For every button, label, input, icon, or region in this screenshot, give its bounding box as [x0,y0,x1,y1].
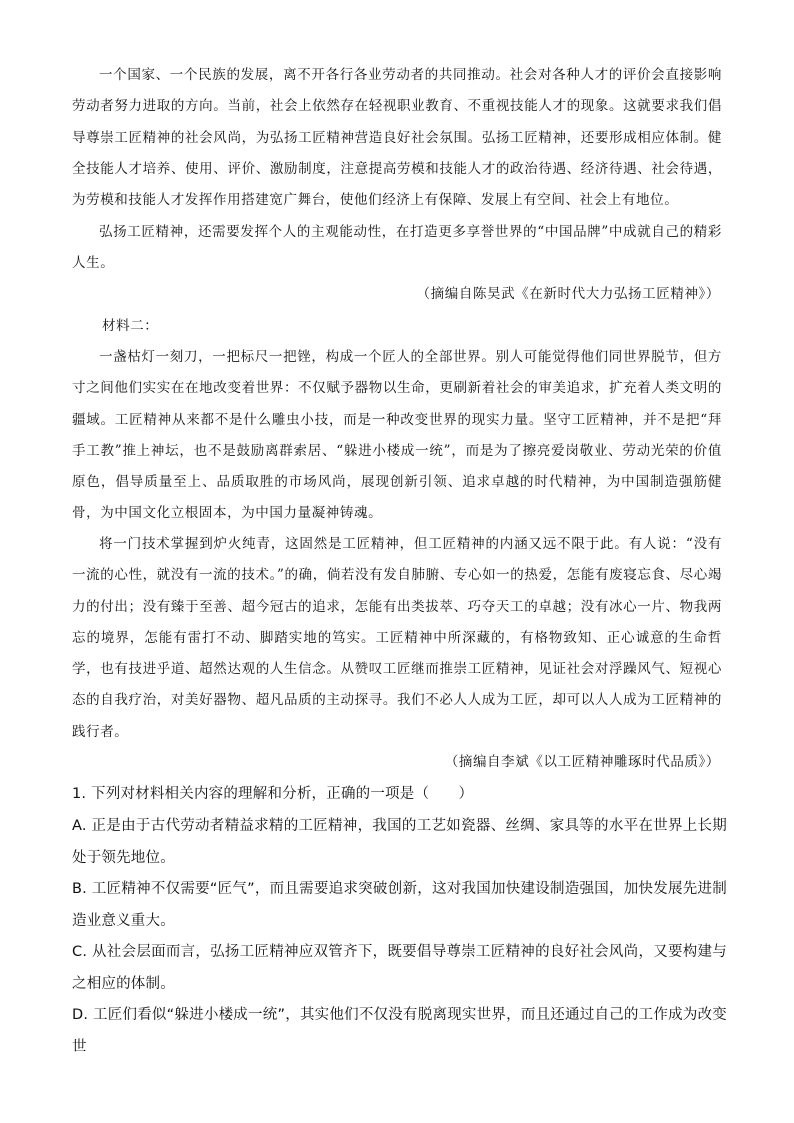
question-stem: 1. 下列对材料相关内容的理解和分析，正确的一项是（ ） [72,786,474,802]
material1-paragraph-2: 弘扬工匠精神，还需要发挥个人的主观能动性，在打造更多享誉世界的“中国品牌”中成就自己的精彩人生。 [72,224,722,272]
option-d: D. 工匠们看似“躲进小楼成一统”，其实他们不仅没有脱离现实世界，而且还通过自己的工作成为改变世 [72,1007,727,1055]
option-b: B. 工匠精神不仅需要“匠气”，而且需要追求突破创新，这对我国加快建设制造强国，加快发展先进制造业意义重大。 [72,881,727,929]
material2-label: 材料二： [102,318,159,334]
material1-source: （摘编自陈昊武《在新时代大力弘扬工匠精神》） [416,286,720,302]
option-c: C. 从社会层面而言，弘扬工匠精神应双管齐下，既要倡导尊崇工匠精神的良好社会风尚，又要构建与之相应的体制。 [72,944,727,992]
material1-paragraph-1: 一个国家、一个民族的发展，离不开各行各业劳动者的共同推动。社会对各种人才的评价会直接影响劳动者努力进取的方向。当前，社会上依然存在轻视职业教育、不重视技能人才的现象。这就要求我们倡导尊崇工匠精神的社会风尚，为弘扬工匠精神营造良好社会氛围。弘扬工匠精神，还要形成相应体制。健全技能人才培养、使用、评价、激励制度，注意提高劳模和技能人才的政治待遇、经济待遇、社会待遇，为劳模和技能人才发挥作用搭建宽广舞台，使他们经济上有保障、发展上有空间、社会上有地位。 [72,67,722,209]
material2-source: （摘编自李斌《以工匠精神雕琢时代品质》） [444,754,720,770]
option-a: A. 正是由于古代劳动者精益求精的工匠精神，我国的工艺如瓷器、丝绸、家具等的水平在世界上长期处于领先地位。 [72,818,727,866]
material2-paragraph-1: 一盏枯灯一刻刀，一把标尺一把锉，构成一个匠人的全部世界。别人可能觉得他们同世界脱节，但方寸之间他们实实在在地改变着世界：不仅赋予器物以生命，更刷新着社会的审美追求，扩充着人类文明的疆域。工匠精神从来都不是什么雕虫小技，而是一种改变世界的现实力量。坚守工匠精神，并不是把“拜手工教”推上神坛，也不是鼓励离群索居、“躲进小楼成一统”，而是为了擦亮爱岗敬业、劳动光荣的价值原色，倡导质量至上、品质取胜的市场风尚，展现创新引领、追求卓越的时代精神，为中国制造强筋健骨，为中国文化立根固本，为中国力量凝神铸魂。 [72,349,722,522]
material2-paragraph-2: 将一门技术掌握到炉火纯青，这固然是工匠精神，但工匠精神的内涵又远不限于此。有人说：“没有一流的心性，就没有一流的技术。”的确，倘若没有发自肺腑、专心如一的热爱，怎能有废寝忘食、尽心竭力的付出；没有臻于至善、超今冠古的追求，怎能有出类拔萃、巧夺天工的卓越；没有冰心一片、物我两忘的境界，怎能有雷打不动、脚踏实地的笃实。工匠精神中所深藏的，有格物致知、正心诚意的生命哲学，也有技进乎道、超然达观的人生信念。从赞叹工匠继而推崇工匠精神，见证社会对浮躁风气、短视心态的自我疗治，对美好器物、超凡品质的主动探寻。我们不必人人成为工匠，却可以人人成为工匠精神的践行者。 [72,536,722,740]
